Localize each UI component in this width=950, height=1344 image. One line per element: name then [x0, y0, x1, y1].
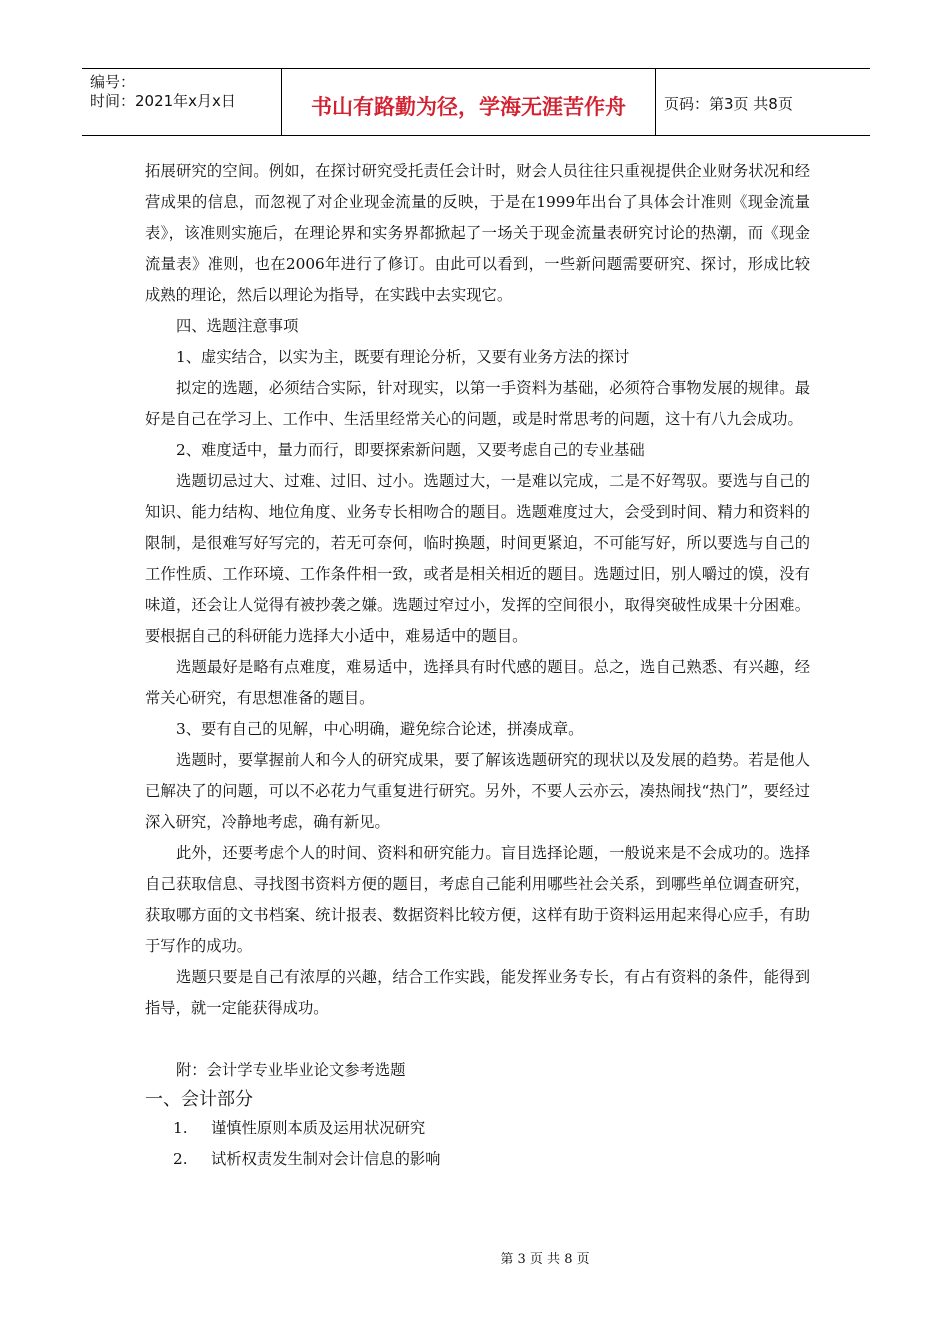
body-paragraph: 拟定的选题，必须结合实际，针对现实，以第一手资料为基础，必须符合事物发展的规律。最好是自己在学习上、工作中、生活里经常关心的问题，或是时常思考的问题，这十有八九会成功。 — [145, 379, 810, 428]
header-number-label: 编号： — [90, 73, 136, 91]
list-item-text: 试析权责发生制对会计信息的影响 — [211, 1150, 441, 1168]
body-paragraph: 此外，还要考虑个人的时间、资料和研究能力。盲目选择论题，一般说来是不会成功的。选择自己获取信息、寻找图书资料方便的题目，考虑自己能利用哪些社会关系，到哪些单位调查研究，获取哪方面的文书档案、统计报表、数据资料比较方便，这样有助于资料运用起来得心应手，有助于写作的成功。 — [145, 844, 810, 955]
subsection-heading: 3、要有自己的见解，中心明确，避免综合论述，拼凑成章。 — [176, 720, 584, 738]
list-item-text: 谨慎性原则本质及运用状况研究 — [211, 1119, 426, 1137]
page-footer: 第 3 页 共 8 页 — [500, 1252, 590, 1267]
header-table — [82, 68, 870, 136]
appendix-section-title: 一、会计部分 — [145, 1089, 253, 1110]
body-paragraph: 选题只要是自己有浓厚的兴趣，结合工作实践，能发挥业务专长，有占有资料的条件，能得到指导，就一定能获得成功。 — [145, 968, 810, 1017]
header-page-label: 页码：第3页 共8页 — [664, 94, 793, 113]
subsection-heading: 2、难度适中，量力而行，即要探索新问题，又要考虑自己的专业基础 — [176, 441, 645, 459]
list-item — [145, 1113, 810, 1144]
document-body — [145, 156, 810, 1175]
header-time-label: 时间：2021年x月x日 — [90, 92, 236, 110]
subsection-heading: 1、虚实结合，以实为主，既要有理论分析，又要有业务方法的探讨 — [176, 348, 630, 366]
section-heading: 四、选题注意事项 — [176, 317, 299, 335]
header-meta-cell — [82, 69, 282, 135]
body-paragraph: 拓展研究的空间。例如，在探讨研究受托责任会计时，财会人员往往只重视提供企业财务状况和经营成果的信息，而忽视了对企业现金流量的反映，于是在1999年出台了具体会计准则《现金流量表》，该准则实施后，在理论界和实务界都掀起了一场关于现金流量表研究讨论的热潮，而《现金流量表》准则，也在2006年进行了修订。由此可以看到，一些新问题需要研究、探讨，形成比较成熟的理论，然后以理论为指导，在实践中去实现它。 — [145, 162, 810, 304]
body-paragraph: 选题时，要掌握前人和今人的研究成果，要了解该选题研究的现状以及发展的趋势。若是他人已解决了的问题，可以不必花力气重复进行研究。另外，不要人云亦云，凑热闹找“热门”，要经过深入研究，冷静地考虑，确有新见。 — [145, 751, 810, 831]
list-item-number: 2. — [173, 1150, 188, 1168]
list-item-number: 1. — [173, 1119, 188, 1137]
header-motto: 书山有路勤为径，学海无涯苦作舟 — [282, 69, 656, 135]
appendix-intro: 附：会计学专业毕业论文参考选题 — [176, 1061, 406, 1079]
body-paragraph: 选题最好是略有点难度，难易适中，选择具有时代感的题目。总之，选自己熟悉、有兴趣，经常关心研究，有思想准备的题目。 — [145, 658, 810, 707]
spacer — [145, 1024, 810, 1055]
list-item — [145, 1144, 810, 1175]
body-paragraph: 选题切忌过大、过难、过旧、过小。选题过大，一是难以完成，二是不好驾驭。要选与自己的知识、能力结构、地位角度、业务专长相吻合的题目。选题难度过大，会受到时间、精力和资料的限制，是很难写好写完的，若无可奈何，临时换题，时间更紧迫，不可能写好，所以要选与自己的工作性质、工作环境、工作条件相一致，或者是相关相近的题目。选题过旧，别人嚼过的馍，没有味道，还会让人觉得有被抄袭之嫌。选题过窄过小，发挥的空间很小，取得突破性成果十分困难。要根据自己的科研能力选择大小适中，难易适中的题目。 — [145, 472, 810, 645]
